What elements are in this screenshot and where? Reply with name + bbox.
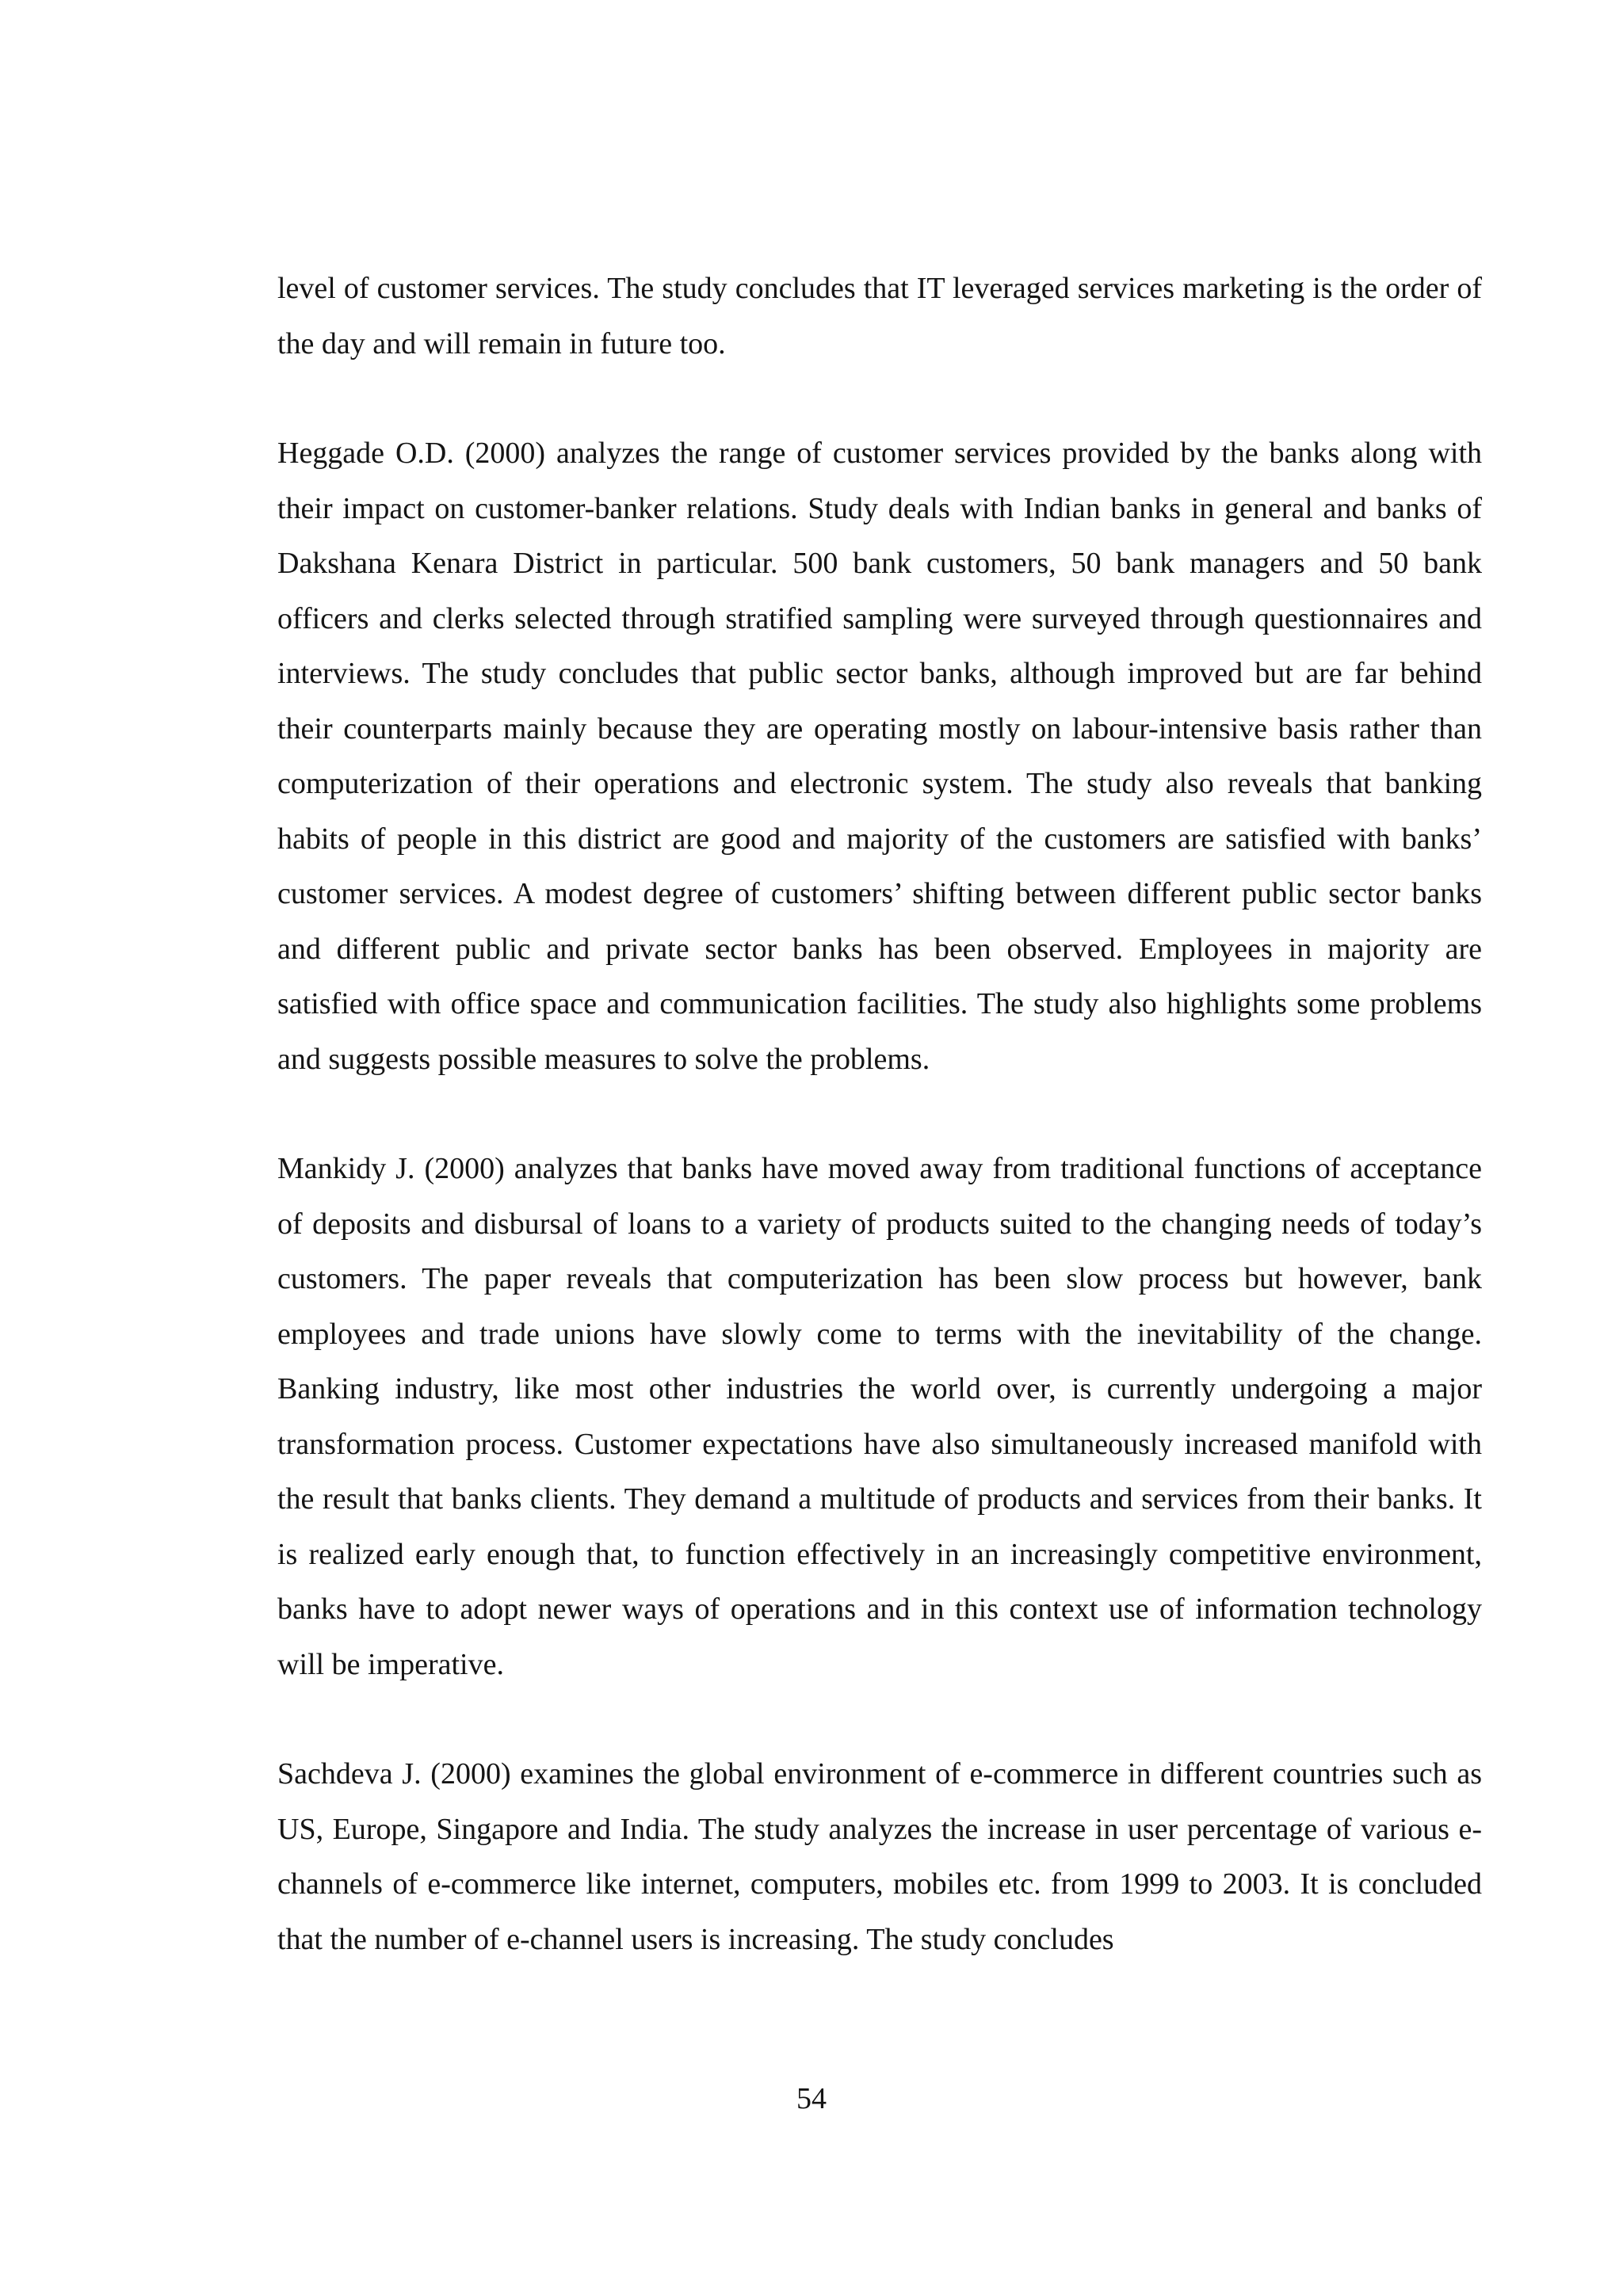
- paragraph-heggade: Heggade O.D. (2000) analyzes the range of customer services provided by the banks along with their impact on customer-banker relations. Study deals with Indian banks in general and banks of Dakshana Kenara District in particular. 500 bank customers, 50 bank managers and 50 bank officers and clerks selected through stratified sampling were surveyed through questionnaires and interviews. The study concludes that public sector banks, although improved but are far behind their counterparts mainly because they are operating mostly on labour-intensive basis rather than computerization of their operations and electronic system. The study also reveals that banking habits of people in this district are good and majority of the customers are satisfied with banks’ customer services. A modest degree of customers’ shifting between different public sector banks and different public and private sector banks has been observed. Employees in majority are satisfied with office space and communication facilities. The study also highlights some problems and suggests possible measures to solve the problems.: [277, 437, 1482, 1076]
- body-text: [277, 261, 1482, 1967]
- page-number: 54: [796, 2082, 827, 2115]
- paragraph-continuation: level of customer services. The study concludes that IT leveraged services marketing is the order of the day and will remain in future too.: [277, 272, 1482, 360]
- paragraph-sachdeva: Sachdeva J. (2000) examines the global environment of e-commerce in different countries such as US, Europe, Singapore and India. The study analyzes the increase in user percentage of various e-channels of e-commerce like internet, computers, mobiles etc. from 1999 to 2003. It is concluded that the number of e-channel users is increasing. The study concludes: [277, 1757, 1482, 1956]
- paragraph-mankidy: Mankidy J. (2000) analyzes that banks have moved away from traditional functions of acceptance of deposits and disbursal of loans to a variety of products suited to the changing needs of today’s customers. The paper reveals that computerization has been slow process but however, bank employees and trade unions have slowly come to terms with the inevitability of the change. Banking industry, like most other industries the world over, is currently undergoing a major transformation process. Customer expectations have also simultaneously increased manifold with the result that banks clients. They demand a multitude of products and services from their banks. It is realized early enough that, to function effectively in an increasingly competitive environment, banks have to adopt newer ways of operations and in this context use of information technology will be imperative.: [277, 1152, 1482, 1681]
